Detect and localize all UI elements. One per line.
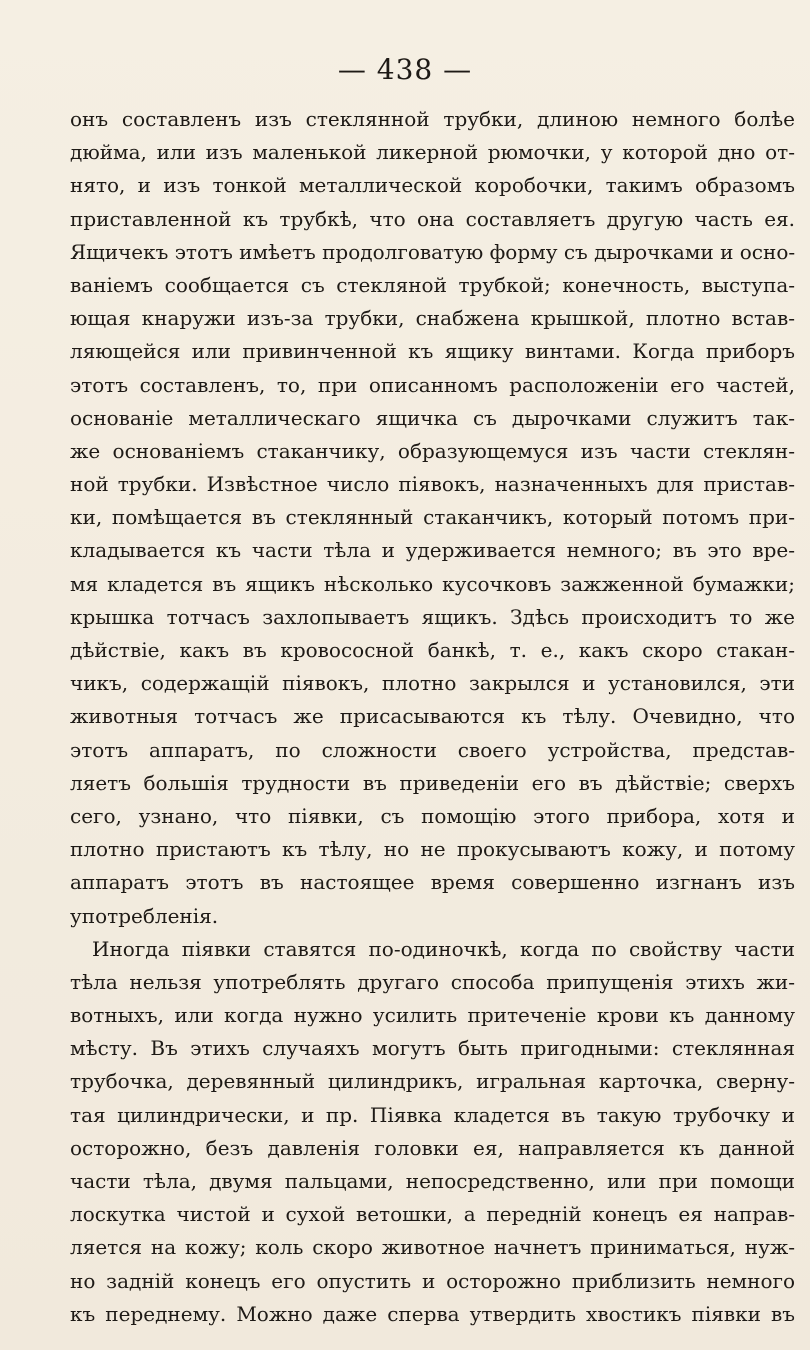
text-line: онъ составленъ изъ стеклянной трубки, длиною немного болѣе [70, 107, 795, 131]
text-line: мя кладется въ ящикъ нѣсколько кусочковъ зажженной бумажки; [70, 571, 795, 596]
text-line: основаніе металлическаго ящичка съ дырочками служитъ так- [70, 405, 795, 430]
text-line: аппаратъ этотъ въ настоящее время совершенно изгнанъ изъ [70, 870, 795, 895]
text-line: Ящичекъ этотъ имѣетъ продолговатую форму съ дырочками и осно- [70, 239, 795, 264]
text-line: но задній конецъ его опустить и осторожно приблизить немного [70, 1268, 795, 1293]
text-line: ляется на кожу; коль скоро животное начнетъ приниматься, нуж- [70, 1235, 795, 1260]
text-line: мѣсту. Въ этихъ случаяхъ могутъ быть пригодными: стеклянная [70, 1036, 795, 1061]
paragraph-start-line: Иногда піявки ставятся по-одиночкѣ, когда по свойству части [92, 936, 795, 961]
text-line: крышка тотчасъ захлопываетъ ящикъ. Здѣсь происходитъ то же [70, 604, 795, 629]
text-line: чикъ, содержащій піявокъ, плотно закрылся и установился, эти [70, 671, 795, 696]
text-line: этотъ составленъ, то, при описанномъ расположеніи его частей, [70, 372, 795, 397]
text-line: трубочка, деревянный цилиндрикъ, игральная карточка, сверну- [70, 1069, 795, 1094]
text-line: осторожно, безъ давленія головки ея, направляется къ данной [70, 1135, 795, 1160]
text-line: вотныхъ, или когда нужно усилить притеченіе крови къ данному [70, 1003, 795, 1028]
text-line: дѣйствіе, какъ въ кровососной банкѣ, т. е., какъ скоро стакан- [70, 638, 795, 662]
text-line: тая цилиндрически, и пр. Піявка кладется въ такую трубочку и [70, 1102, 795, 1127]
text-line: ляющейся или привинченной къ ящику винтами. Когда приборъ [70, 339, 795, 364]
text-line: кладывается къ части тѣла и удерживается немного; въ это вре- [70, 538, 795, 563]
text-line: ваніемъ сообщается съ стекляной трубкой; конечность, выступа- [70, 272, 795, 297]
text-line: лоскутка чистой и сухой ветошки, а передній конецъ ея направ- [70, 1202, 795, 1227]
text-line: ющая кнаружи изъ-за трубки, снабжена крышкой, плотно встав- [70, 306, 795, 331]
text-line: сего, узнано, что піявки, съ помощію этого прибора, хотя и [70, 803, 795, 828]
text-line: ляетъ большія трудности въ приведеніи его въ дѣйствіе; сверхъ [70, 770, 795, 795]
text-line: къ переднему. Можно даже сперва утвердить хвостикъ піявки въ [70, 1301, 795, 1326]
text-line: же основаніемъ стаканчику, образующемуся изъ части стеклян- [70, 438, 795, 463]
text-line: этотъ аппаратъ, по сложности своего устройства, представ- [70, 737, 795, 762]
text-line: плотно пристаютъ къ тѣлу, но не прокусываютъ кожу, и потому [70, 837, 795, 862]
text-line: животныя тотчасъ же присасываются къ тѣлу. Очевидно, что [70, 704, 795, 729]
text-line: тѣла нельзя употреблять другаго способа припущенія этихъ жи- [70, 969, 795, 994]
text-line: части тѣла, двумя пальцами, непосредственно, или при помощи [70, 1169, 795, 1193]
body-text [70, 103, 795, 1331]
text-line: ки, помѣщается въ стеклянный стаканчикъ, который потомъ при- [70, 505, 795, 530]
text-line: дюйма, или изъ маленькой ликерной рюмочки, у которой дно от- [70, 140, 795, 165]
text-line: употребленія. [70, 903, 219, 928]
text-line: приставленной къ трубкѣ, что она составляетъ другую часть ея. [70, 206, 795, 231]
text-line: нято, и изъ тонкой металлической коробочки, такимъ образомъ [70, 173, 795, 198]
text-line: ной трубки. Извѣстное число піявокъ, назначенныхъ для пристав- [70, 472, 795, 497]
page-number: — 438 — [337, 53, 473, 86]
